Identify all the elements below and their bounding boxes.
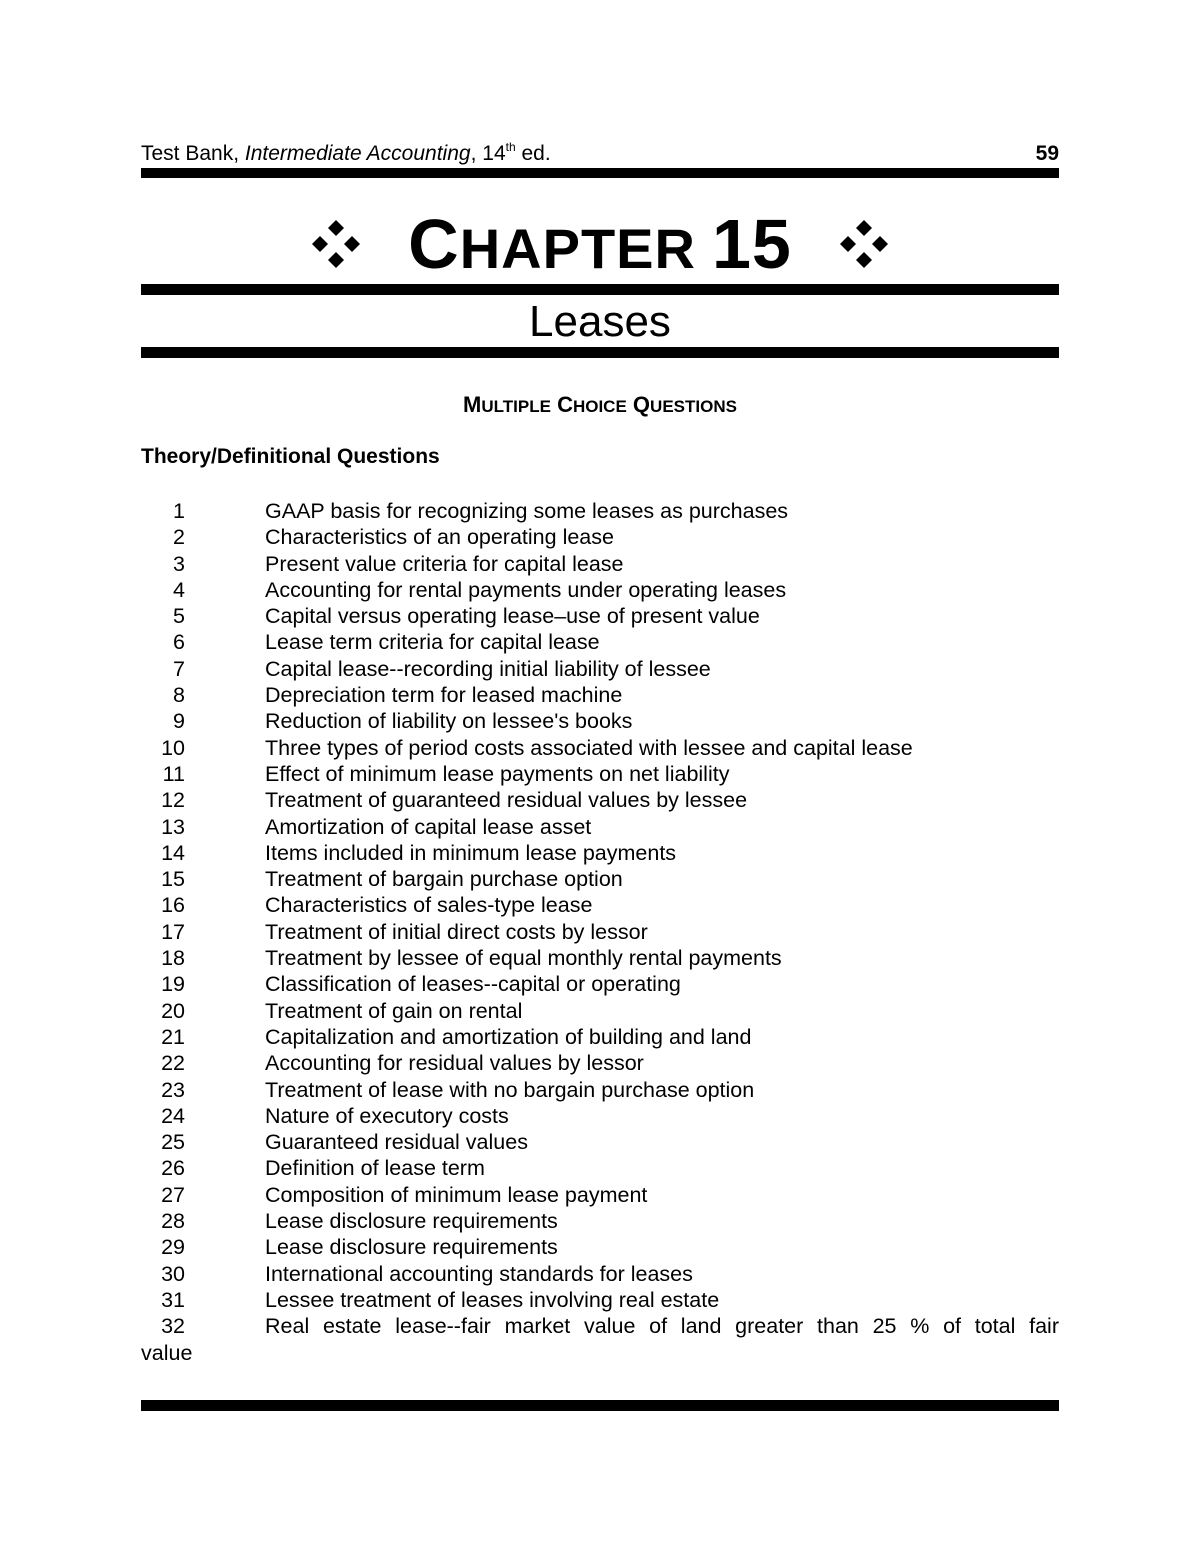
question-number: 10 — [161, 735, 185, 760]
question-topic: Reduction of liability on lessee's books — [265, 709, 633, 734]
document-page — [141, 0, 1059, 1553]
question-topic: Accounting for residual values by lessor — [265, 1051, 644, 1076]
question-topic: Three types of period costs associated with lessee and capital lease — [265, 735, 913, 760]
list-item — [141, 840, 1059, 866]
question-topic: International accounting standards for leases — [265, 1261, 693, 1286]
list-item — [141, 1287, 1059, 1313]
question-number: 31 — [161, 1287, 185, 1312]
question-number: 20 — [161, 998, 185, 1023]
list-item — [141, 787, 1059, 813]
running-header — [141, 140, 1059, 168]
list-item — [141, 524, 1059, 550]
question-topic: Treatment of initial direct costs by lessor — [265, 919, 648, 944]
list-item — [141, 1261, 1059, 1287]
question-number: 7 — [173, 656, 185, 681]
list-item — [141, 1313, 1059, 1339]
list-item — [141, 498, 1059, 524]
question-number: 13 — [161, 814, 185, 839]
list-item — [141, 1129, 1059, 1155]
question-number: 8 — [173, 683, 185, 708]
question-topic: Real estate lease--fair market value of land greater than 25 % of total fair — [265, 1314, 1059, 1339]
list-item — [141, 761, 1059, 787]
list-item — [141, 708, 1059, 734]
list-item — [141, 1103, 1059, 1129]
question-topic: Present value criteria for capital lease — [265, 551, 624, 576]
list-item — [141, 1077, 1059, 1103]
question-topic: Characteristics of an operating lease — [265, 525, 614, 550]
question-topic: Characteristics of sales-type lease — [265, 893, 593, 918]
question-topic: Lessee treatment of leases involving real estate — [265, 1287, 720, 1312]
list-item — [141, 892, 1059, 918]
list-item — [141, 1234, 1059, 1260]
list-item — [141, 682, 1059, 708]
question-topic: Guaranteed residual values — [265, 1130, 528, 1155]
list-item — [141, 735, 1059, 761]
question-number: 28 — [161, 1209, 185, 1234]
question-topic: GAAP basis for recognizing some leases as purchases — [265, 499, 789, 523]
question-topic: Definition of lease term — [265, 1156, 485, 1181]
list-item — [141, 1208, 1059, 1234]
question-number: 18 — [161, 946, 185, 971]
question-topic: Classification of leases--capital or operating — [265, 972, 681, 997]
question-topic: Treatment of gain on rental — [265, 998, 523, 1023]
chapter-subtitle: Leases — [529, 297, 671, 346]
question-topic: Composition of minimum lease payment — [265, 1182, 648, 1207]
question-number: 12 — [161, 788, 185, 813]
list-item — [141, 1182, 1059, 1208]
chapter-rule-bottom — [141, 347, 1059, 358]
question-topic: Nature of executory costs — [265, 1103, 509, 1128]
question-topic: Items included in minimum lease payments — [265, 840, 677, 865]
question-topic: Accounting for rental payments under operating leases — [265, 577, 787, 602]
question-number: 6 — [173, 630, 185, 655]
question-number: 11 — [162, 761, 185, 786]
question-topic-list — [141, 498, 1059, 1366]
question-number: 4 — [173, 577, 185, 602]
list-item — [141, 603, 1059, 629]
chapter-heading — [141, 204, 1059, 284]
list-item — [141, 866, 1059, 892]
question-number: 25 — [161, 1130, 185, 1155]
diamond-ornament-icon — [836, 216, 892, 272]
question-topic: Lease disclosure requirements — [265, 1235, 558, 1260]
list-item — [141, 1155, 1059, 1181]
question-topic: Treatment of guaranteed residual values by lessee — [265, 788, 748, 813]
list-item — [141, 998, 1059, 1024]
question-number: 17 — [161, 919, 185, 944]
list-item — [141, 629, 1059, 655]
question-number: 3 — [173, 551, 185, 576]
question-number: 14 — [161, 840, 185, 865]
chapter-title: CHAPTER 15 — [408, 205, 792, 283]
list-item — [141, 577, 1059, 603]
question-topic: Treatment of bargain purchase option — [265, 867, 623, 892]
list-item — [141, 1024, 1059, 1050]
chapter-rule-top — [141, 284, 1059, 295]
question-topic: Effect of minimum lease payments on net liability — [265, 761, 730, 786]
question-topic: Capital versus operating lease–use of present value — [265, 604, 760, 629]
footer-rule — [141, 1400, 1059, 1411]
question-number: 2 — [173, 525, 185, 550]
question-topic: Lease term criteria for capital lease — [265, 630, 600, 655]
page-number: 59 — [1035, 142, 1059, 165]
question-topic: Lease disclosure requirements — [265, 1209, 558, 1234]
question-number: 16 — [161, 893, 185, 918]
question-number: 24 — [161, 1103, 185, 1128]
question-topic: Depreciation term for leased machine — [265, 683, 623, 708]
question-topic: Amortization of capital lease asset — [265, 814, 592, 839]
question-number: 30 — [161, 1261, 185, 1286]
question-number: 22 — [161, 1051, 185, 1076]
question-number: 32 — [161, 1314, 185, 1339]
question-topic-continuation: value — [141, 1340, 193, 1365]
question-topic: Treatment of lease with no bargain purchase option — [265, 1077, 755, 1102]
question-number: 26 — [161, 1156, 185, 1181]
list-item — [141, 814, 1059, 840]
diamond-ornament-icon — [308, 216, 364, 272]
question-number: 29 — [161, 1235, 185, 1260]
question-number: 21 — [161, 1024, 185, 1049]
question-number: 15 — [161, 867, 185, 892]
chapter-number: 15 — [711, 205, 792, 283]
list-item — [141, 551, 1059, 577]
list-item — [141, 919, 1059, 945]
question-number: 19 — [161, 972, 185, 997]
list-item — [141, 1050, 1059, 1076]
question-number: 27 — [161, 1182, 185, 1207]
list-item — [141, 971, 1059, 997]
list-item — [141, 945, 1059, 971]
question-number: 5 — [173, 604, 185, 629]
question-topic: Treatment by lessee of equal monthly rental payments — [265, 946, 782, 971]
subsection-heading: Theory/Definitional Questions — [141, 445, 440, 468]
book-reference: Test Bank, Intermediate Accounting, 14th ed. — [141, 140, 551, 165]
question-topic: Capital lease--recording initial liability of lessee — [265, 656, 711, 681]
header-rule — [141, 168, 1059, 178]
list-item — [141, 656, 1059, 682]
question-topic: Capitalization and amortization of building and land — [265, 1024, 752, 1049]
section-title: MULTIPLE CHOICE QUESTIONS — [463, 392, 737, 417]
question-number: 9 — [173, 709, 185, 734]
question-number: 23 — [161, 1077, 185, 1102]
question-number: 1 — [173, 499, 185, 523]
